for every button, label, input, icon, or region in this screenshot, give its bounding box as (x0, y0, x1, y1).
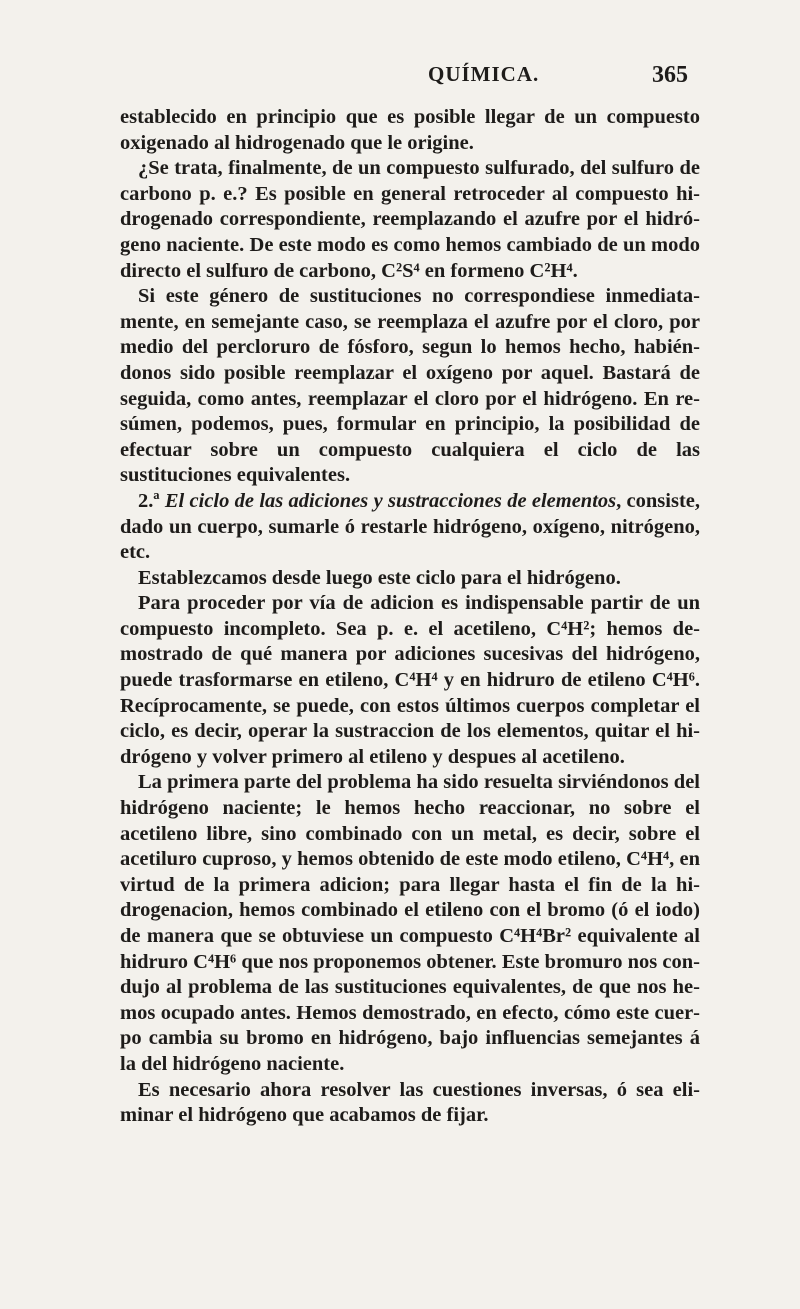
paragraph: Es necesario ahora resolver las cuestiones inversas, ó sea eliminar el hidrógeno que acabamos de fijar. (120, 1078, 700, 1127)
paragraph: Para proceder por vía de adicion es indispensable partir de un compuesto incompleto. Sea p. e. el acetileno, C⁴H²; hemos demostrado de qué manera por adiciones sucesivas del hidrógeno, puede trasformarse en etileno, C⁴H⁴ y en hidruro de etileno C⁴H⁶. Recíprocamente, se puede, con estos últimos cuerpos completar el ciclo, es decir, operar la sustraccion de los elementos, quitar el hidrógeno y volver primero al etileno y despues al acetileno. (120, 592, 700, 768)
paragraph: establecido en principio que es posible llegar de un compuesto oxigenado al hidrogenado que le origine. (120, 106, 700, 154)
page-header (0, 62, 800, 102)
paragraph: Si este género de sustituciones no correspondiese inmediatamente, en semejante caso, se reemplaza el azufre por el cloro, por medio del percloruro de fósforo, segun lo hemos hecho, habiéndonos sido posible reemplazar el oxígeno por aquel. Bastará de seguida, como antes, reemplazar el cloro por el hidrógeno. En resúmen, podemos, pues, formular en principio, la posibilidad de efectuar sobre un compuesto cualquiera el ciclo de las sustituciones equivalentes. (120, 285, 700, 487)
paragraph: Establezcamos desde luego este ciclo para el hidrógeno. (138, 566, 621, 589)
section-2-paragraph (120, 489, 700, 566)
paragraph: ¿Se trata, finalmente, de un compuesto sulfurado, del sulfuro de carbono p. e.? Es posible en general retroceder al compuesto hidrogenado correspondiente, reemplazando el azufre por el hidrógeno naciente. De este modo es como hemos cambiado de un modo directo el sulfuro de carbono, C²S⁴ en formeno C²H⁴. (120, 157, 700, 282)
running-title: QUÍMICA. (428, 62, 540, 86)
page-number: 365 (652, 62, 688, 88)
section-title: El ciclo de las adiciones y sustracciones de elementos (164, 489, 617, 512)
paragraph: La primera parte del problema ha sido resuelta sirviéndonos del hidrógeno naciente; le hemos hecho reaccionar, no sobre el acetileno libre, sino combinado con un metal, es decir, sobre el acetiluro cuproso, y hemos obtenido de este modo etileno, C⁴H⁴, en virtud de la primera adicion; para llegar hasta el fin de la hidrogenacion, hemos combinado el etileno con el bromo (ó el iodo) de manera que se obtuviese un compuesto C⁴H⁴Br² equivalente al hidruro C⁴H⁶ que nos proponemos obtener. Este bromuro nos condujo al problema de las sustituciones equivalentes, de que nos hemos ocupado antes. Hemos demostrado, en efecto, cómo este cuerpo cambia su bromo en hidrógeno, bajo influencias semejantes á la del hidrógeno naciente. (120, 771, 700, 1075)
section-text: , consiste, dado un cuerpo, sumarle ó restarle hidrógeno, oxígeno, nitrógeno, etc. (120, 489, 701, 564)
section-number: 2.ª (138, 489, 165, 512)
body-text (120, 105, 700, 1129)
